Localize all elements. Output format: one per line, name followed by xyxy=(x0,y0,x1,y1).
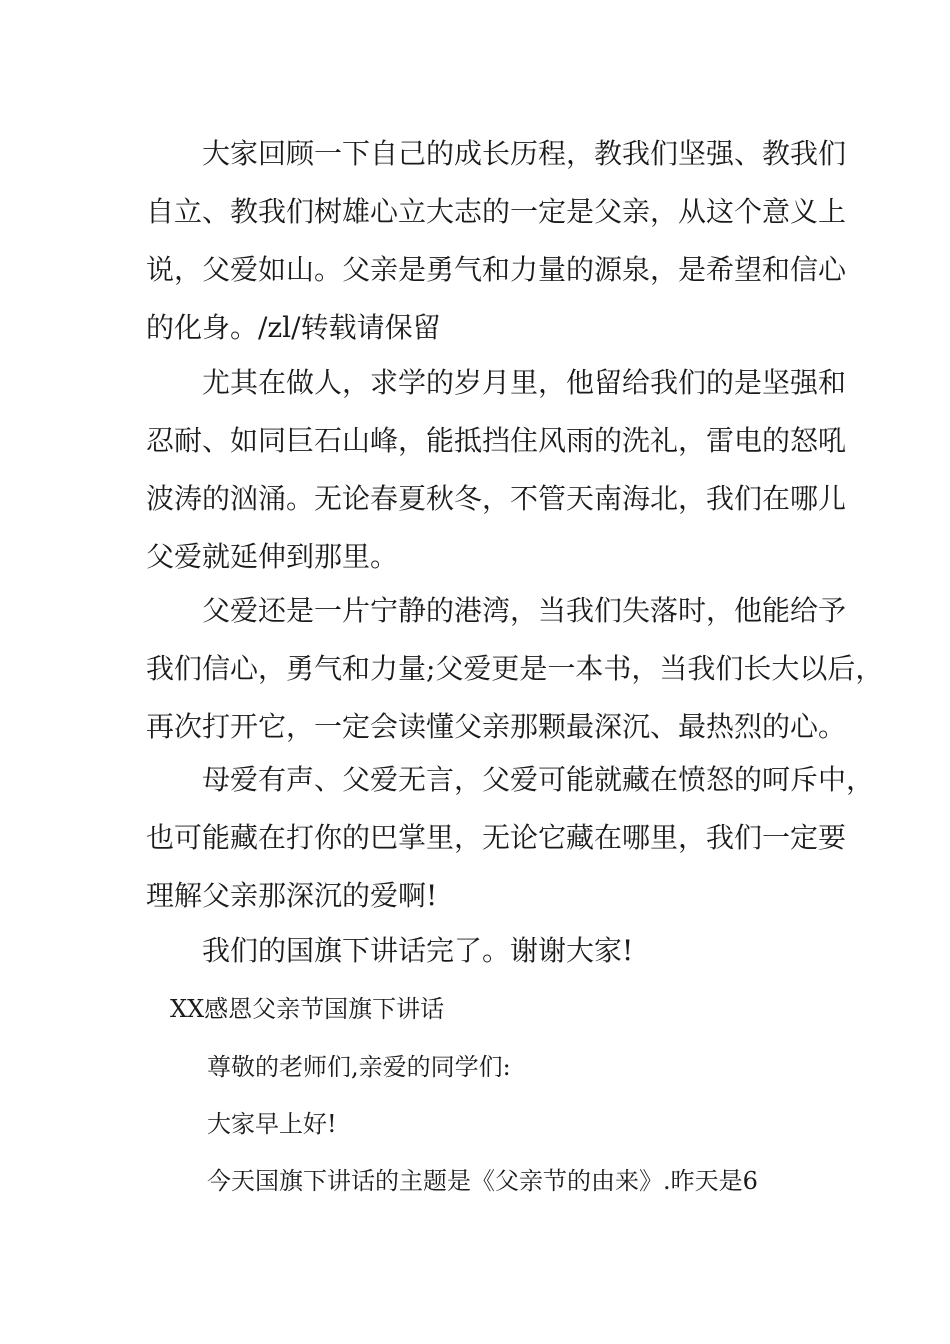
salutation: 尊敬的老师们,亲爱的同学们: xyxy=(207,1053,511,1081)
text-line: 再次打开它，一定会读懂父亲那颗最深沉、最热烈的心。 xyxy=(146,710,847,743)
text-line: 我们的国旗下讲话完了。谢谢大家! xyxy=(146,934,634,967)
text-line: 的化身。/zl/转载请保留 xyxy=(146,311,441,344)
text-line: 父爱就延伸到那里。 xyxy=(146,540,399,573)
text-line: 波涛的汹涌。无论春夏秋冬，不管天南海北，我们在哪儿 xyxy=(146,482,847,515)
paragraph-endurance xyxy=(146,354,847,586)
text-line: 大家回顾一下自己的成长历程，教我们坚强、教我们 xyxy=(146,137,847,170)
text-line: 自立、教我们树雄心立大志的一定是父亲，从这个意义上 xyxy=(146,195,847,228)
text-line: 尤其在做人，求学的岁月里，他留给我们的是坚强和 xyxy=(146,366,847,399)
paragraph-closing xyxy=(146,922,836,980)
text-line: 也可能藏在打你的巴掌里，无论它藏在哪里，我们一定要 xyxy=(146,821,847,854)
text-line: 忍耐、如同巨石山峰，能抵挡住风雨的洗礼，雷电的怒吼 xyxy=(146,424,847,457)
paragraph-silent-love xyxy=(146,751,875,925)
topic-line: 今天国旗下讲话的主题是《父亲节的由来》.昨天是6 xyxy=(207,1167,758,1195)
text-line: 母爱有声、父爱无言，父爱可能就藏在愤怒的呵斥中， xyxy=(146,763,875,796)
text-line: 父爱还是一片宁静的港湾，当我们失落时，他能给予 xyxy=(146,594,847,627)
text-line: 理解父亲那深沉的爱啊! xyxy=(146,879,438,912)
text-line: 说，父爱如山。父亲是勇气和力量的源泉，是希望和信心 xyxy=(146,253,847,286)
speech-heading: XX感恩父亲节国旗下讲话 xyxy=(170,995,445,1023)
greeting: 大家早上好! xyxy=(207,1110,337,1138)
paragraph-childhood xyxy=(146,125,847,357)
paragraph-harbor xyxy=(146,582,884,756)
text-line: 我们信心，勇气和力量;父爱更是一本书，当我们长大以后， xyxy=(146,652,884,685)
